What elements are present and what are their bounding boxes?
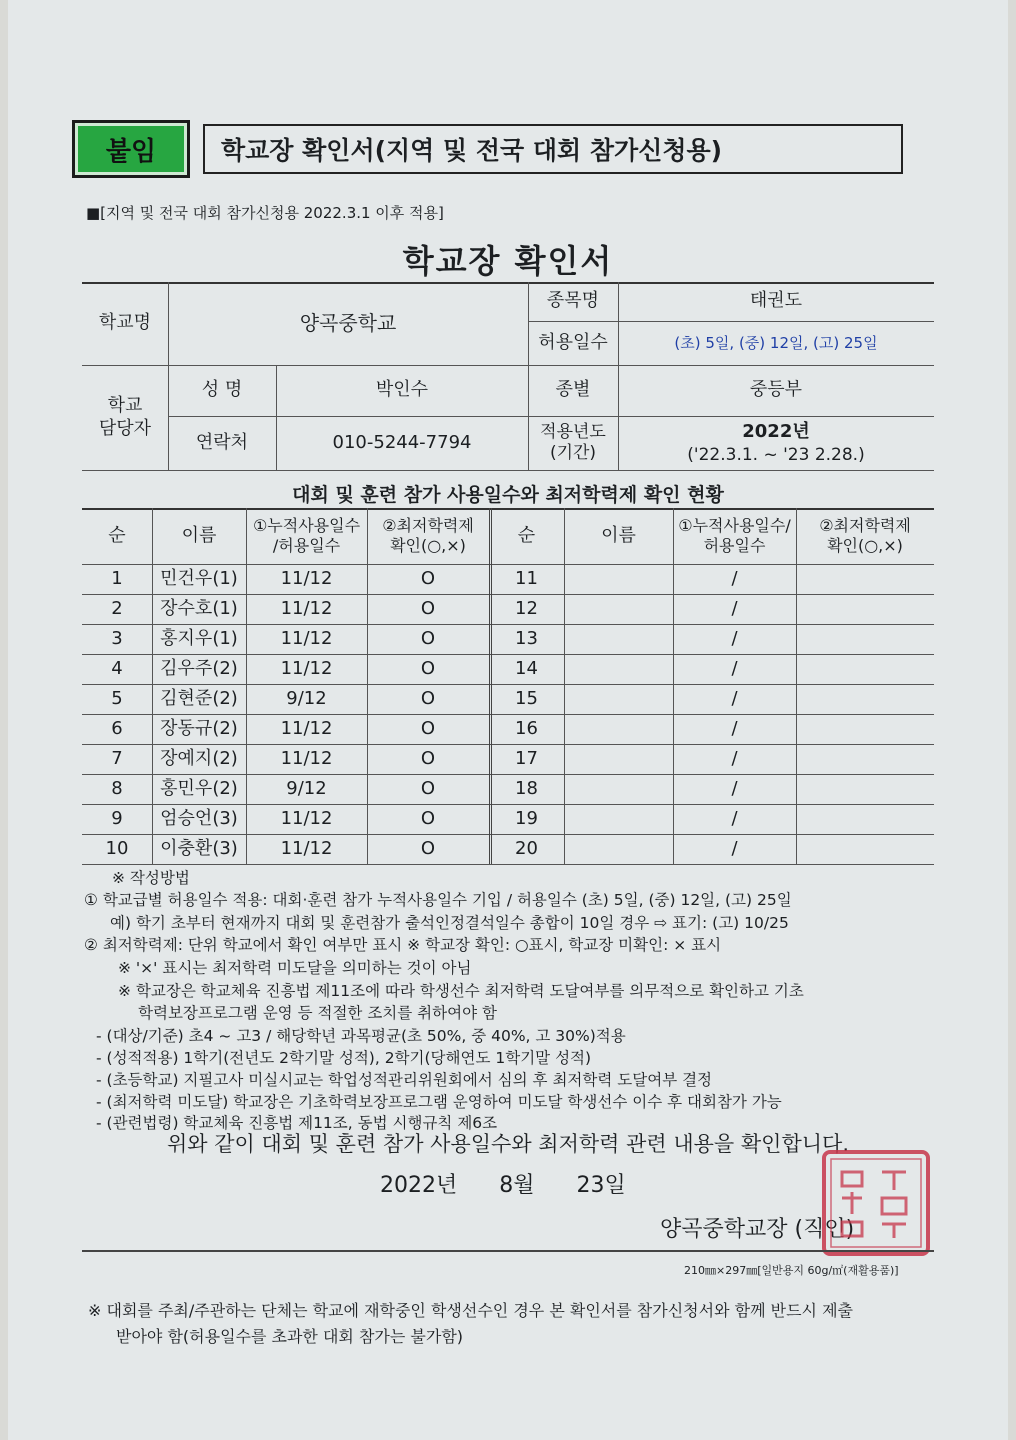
usage-days: / xyxy=(731,597,738,619)
usage-days: / xyxy=(731,687,738,709)
school-value: 양곡중학교 xyxy=(299,311,397,335)
table-header-cell: ①누적사용일수/ 허용일수 xyxy=(678,516,791,555)
row-number: 2 xyxy=(111,597,123,619)
usage-days: 9/12 xyxy=(286,777,327,799)
note-line: - (성적적용) 1학기(전년도 2학기말 성적), 2학기(당해연도 1학기말 성적) xyxy=(96,1049,592,1067)
note-line: - (최저학력 미도달) 학교장은 기초학력보장프로그램 운영하여 미도달 학생선수 이수 후 대회참가 가능 xyxy=(96,1093,782,1111)
bottom-note-line: 받아야 함(허용일수를 초과한 대회 참가는 불가함) xyxy=(116,1326,464,1346)
min-academic-check: O xyxy=(420,807,436,829)
student-name: 김현준(2) xyxy=(160,687,238,709)
usage-days: / xyxy=(731,747,738,769)
main-title: 학교장 확인서 xyxy=(402,242,614,280)
official-seal xyxy=(820,1148,932,1258)
usage-days: 11/12 xyxy=(280,597,333,619)
row-number: 1 xyxy=(111,567,123,589)
min-academic-check: O xyxy=(420,627,436,649)
usage-days: / xyxy=(731,717,738,739)
name-value: 박인수 xyxy=(375,379,429,401)
note-line: - (초등학교) 지필고사 미실시교는 학업성적관리위원회에서 심의 후 최저학력 도달여부 결정 xyxy=(96,1071,713,1089)
year-label: 적용년도 (기간) xyxy=(540,421,606,463)
student-name: 장수호(1) xyxy=(160,597,238,619)
section-title: 대회 및 훈련 참가 사용일수와 최저학력제 확인 현황 xyxy=(292,484,724,506)
usage-days: 11/12 xyxy=(280,837,333,859)
usage-days: 11/12 xyxy=(280,627,333,649)
row-number: 19 xyxy=(515,807,538,829)
row-number: 4 xyxy=(111,657,123,679)
event-label: 종목명 xyxy=(546,290,600,312)
usage-days: / xyxy=(731,807,738,829)
usage-days: 11/12 xyxy=(280,747,333,769)
footer-rule xyxy=(82,1250,934,1252)
category-label: 종별 xyxy=(555,379,591,401)
table-header-cell: 이름 xyxy=(601,524,636,546)
usage-days: 11/12 xyxy=(280,657,333,679)
row-number: 13 xyxy=(515,627,538,649)
table-header-cell: ②최저학력제 확인(○,×) xyxy=(382,516,474,555)
name-label: 성 명 xyxy=(201,379,243,401)
min-academic-check: O xyxy=(420,837,436,859)
bottom-note-line: ※ 대회를 주최/주관하는 단체는 학교에 재학중인 학생선수인 경우 본 확인서를 참가신청서와 함께 반드시 제출 xyxy=(88,1301,853,1320)
usage-days: / xyxy=(731,567,738,589)
table-header-cell: ①누적사용일수 /허용일수 xyxy=(252,516,361,555)
category-value: 중등부 xyxy=(749,379,803,401)
confirmation-text: 위와 같이 대회 및 훈련 참가 사용일수와 최저학력 관련 내용을 확인합니다. xyxy=(166,1132,849,1156)
table-header-cell: 이름 xyxy=(181,524,217,546)
note-line: ② 최저학력제: 단위 학교에서 확인 여부만 표시 ※ 학교장 확인: ○표시, 학교장 미확인: × 표시 xyxy=(84,936,722,954)
manager-label: 학교 담당자 xyxy=(98,395,152,439)
row-number: 5 xyxy=(111,687,123,709)
row-number: 18 xyxy=(515,777,538,799)
student-name: 민건우(1) xyxy=(160,567,238,589)
student-name: 홍지우(1) xyxy=(160,627,238,649)
principal-signature: 양곡중학교장 (직인) xyxy=(660,1217,855,1242)
school-label: 학교명 xyxy=(98,312,152,334)
attachment-tag: 붙임 xyxy=(72,120,190,178)
row-number: 16 xyxy=(515,717,538,739)
note-line: - (대상/기준) 초4 ~ 고3 / 해당학년 과목평균(초 50%, 중 40%, 고 30%)적용 xyxy=(96,1027,626,1045)
row-number: 7 xyxy=(111,747,123,769)
usage-days: / xyxy=(731,837,738,859)
note-line: ※ 학교장은 학교체육 진흥법 제11조에 따라 학생선수 최저학력 도달여부를 의무적으로 확인하고 기초 xyxy=(118,982,804,1000)
row-number: 11 xyxy=(515,567,538,589)
bottom-note xyxy=(88,1298,853,1349)
row-number: 9 xyxy=(111,807,123,829)
row-number: 15 xyxy=(515,687,538,709)
usage-days: / xyxy=(731,627,738,649)
min-academic-check: O xyxy=(420,597,436,619)
issue-date xyxy=(380,1168,626,1199)
table-header-cell: ②최저학력제 확인(○,×) xyxy=(819,516,911,555)
year-value: 2022년 xyxy=(742,420,810,442)
date-year: 2022년 xyxy=(380,1173,458,1198)
student-name: 홍민우(2) xyxy=(160,777,238,799)
min-academic-check: O xyxy=(420,567,436,589)
row-number: 3 xyxy=(111,627,123,649)
usage-days: / xyxy=(731,777,738,799)
row-number: 17 xyxy=(515,747,538,769)
student-name: 엄승언(3) xyxy=(160,807,238,829)
row-number: 10 xyxy=(105,837,129,859)
row-number: 8 xyxy=(111,777,123,799)
student-name: 장동규(2) xyxy=(160,717,238,739)
note-line: ※ 작성방법 xyxy=(112,869,190,887)
note-line: ① 학교급별 허용일수 적용: 대회·훈련 참가 누적사용일수 기입 / 허용일수 (초) 5일, (중) 12일, (고) 25일 xyxy=(84,891,792,909)
min-academic-check: O xyxy=(420,777,436,799)
note-line: 학력보장프로그램 운영 등 적절한 조치를 취하여야 함 xyxy=(138,1004,497,1022)
row-number: 14 xyxy=(515,657,538,679)
date-day: 23일 xyxy=(576,1173,626,1198)
year-period: ('22.3.1. ~ '23 2.28.) xyxy=(687,445,865,466)
note-line: 예) 학기 초부터 현재까지 대회 및 훈련참가 출석인정결석일수 총합이 10일 경우 ⇨ 표기: (고) 10/25 xyxy=(110,914,789,932)
usage-days: 11/12 xyxy=(280,567,333,589)
document-box-title: 학교장 확인서(지역 및 전국 대회 참가신청용) xyxy=(203,124,903,174)
min-academic-check: O xyxy=(420,687,436,709)
student-name: 김우주(2) xyxy=(160,657,238,679)
row-number: 20 xyxy=(515,837,538,859)
usage-days: 9/12 xyxy=(286,687,327,709)
event-value: 태권도 xyxy=(749,290,803,312)
usage-days: / xyxy=(731,657,738,679)
note-line: - (관련법령) 학교체육 진흥법 제11조, 동법 시행규칙 제6조 xyxy=(96,1114,498,1132)
row-number: 6 xyxy=(111,717,123,739)
contact-label: 연락처 xyxy=(195,431,249,453)
date-month: 8월 xyxy=(499,1173,535,1198)
table-header-cell: 순 xyxy=(108,524,126,546)
apply-note: ■[지역 및 전국 대회 참가신청용 2022.3.1 이후 적용] xyxy=(86,204,444,222)
min-academic-check: O xyxy=(420,717,436,739)
table-header-cell: 순 xyxy=(517,524,536,546)
note-line: ※ '×' 표시는 최저학력 미도달을 의미하는 것이 아님 xyxy=(118,959,472,977)
paper-spec: 210㎜×297㎜[일반용지 60g/㎡(재활용품)] xyxy=(684,1264,899,1277)
student-name: 장예지(2) xyxy=(160,747,238,769)
allowed-label: 허용일수 xyxy=(538,331,608,353)
table-row-line xyxy=(82,864,934,865)
student-name: 이충환(3) xyxy=(160,837,238,859)
min-academic-check: O xyxy=(420,657,436,679)
min-academic-check: O xyxy=(420,747,436,769)
usage-days: 11/12 xyxy=(280,717,333,739)
info-line xyxy=(82,470,934,471)
row-number: 12 xyxy=(515,597,538,619)
usage-days: 11/12 xyxy=(280,807,333,829)
contact-value: 010-5244-7794 xyxy=(332,431,472,453)
allowed-value: (초) 5일, (중) 12일, (고) 25일 xyxy=(674,333,878,352)
